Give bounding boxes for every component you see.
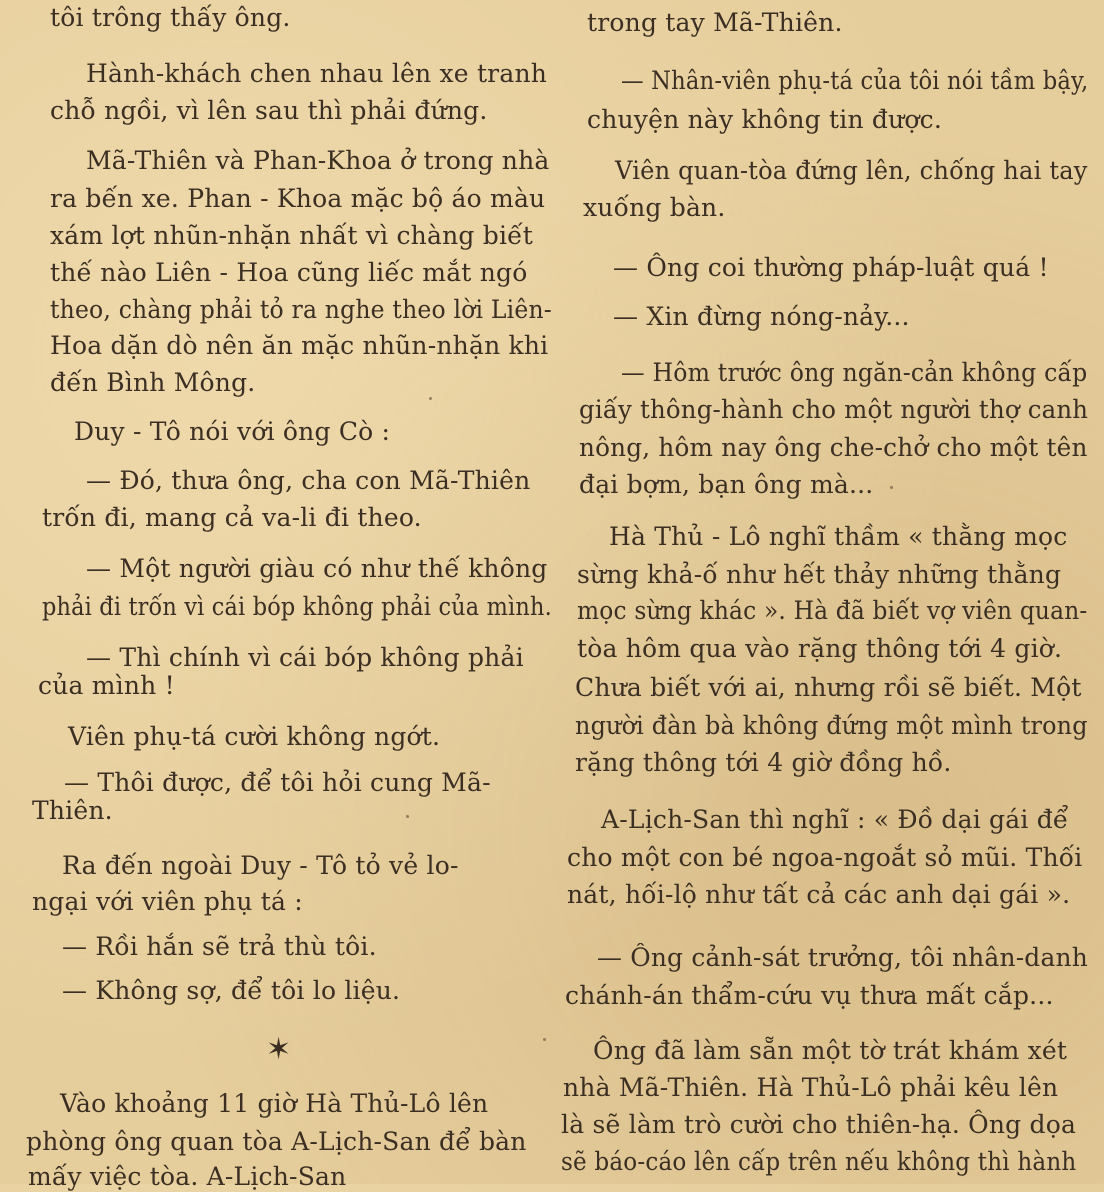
text-line: Mã-Thiên và Phan-Khoa ở trong nhà [86, 146, 550, 175]
section-separator-star: ✶ [266, 1032, 292, 1067]
text-line: Chưa biết với ai, nhưng rồi sẽ biết. Một [575, 673, 1082, 702]
text-line: xuống bàn. [583, 193, 726, 222]
text-line: xám lợt nhũn-nhặn nhất vì chàng biết [50, 221, 533, 250]
text-line: Vào khoảng 11 giờ Hà Thủ-Lô lên [60, 1089, 489, 1118]
text-line: đến Bình Mông. [50, 368, 256, 397]
text-line: sừng khả-ố như hết thảy những thằng [577, 560, 1062, 589]
text-line: — Thì chính vì cái bóp không phải [86, 643, 524, 672]
text-line: rặng thông tới 4 giờ đồng hồ. [575, 748, 952, 777]
text-line: trong tay Mã-Thiên. [587, 8, 843, 37]
text-line: — Không sợ, để tôi lo liệu. [62, 976, 401, 1005]
text-line: phòng ông quan tòa A-Lịch-San để bàn [26, 1127, 527, 1156]
text-line: nhà Mã-Thiên. Hà Thủ-Lô phải kêu lên [563, 1073, 1059, 1102]
text-line: mấy việc tòa. A-Lịch-San [28, 1162, 347, 1191]
text-line: Hà Thủ - Lô nghĩ thầm « thằng mọc [609, 522, 1068, 551]
text-line: của mình ! [38, 671, 175, 700]
text-line: người đàn bà không đứng một mình trong [575, 711, 1088, 740]
text-line: cho một con bé ngoa-ngoắt sỏ mũi. Thối [567, 843, 1083, 872]
text-line: theo, chàng phải tỏ ra nghe theo lời Liên- [50, 295, 552, 324]
text-line: Thiên. [32, 796, 113, 825]
text-line: nông, hôm nay ông che-chở cho một tên [579, 433, 1088, 462]
text-line: ngại với viên phụ tá : [32, 887, 303, 916]
paper-speck [429, 397, 432, 400]
text-line: ra bến xe. Phan - Khoa mặc bộ áo màu [50, 184, 546, 213]
text-line: Ông đã làm sẵn một tờ trát khám xét [593, 1036, 1068, 1065]
text-line: — Ông cảnh-sát trưởng, tôi nhân-danh [597, 943, 1088, 972]
text-line: là sẽ làm trò cười cho thiên-hạ. Ông dọa [561, 1110, 1077, 1139]
text-line: nát, hối-lộ như tất cả các anh dại gái ». [567, 880, 1071, 909]
text-line: — Một người giàu có như thế không [86, 554, 548, 583]
text-line: phải đi trốn vì cái bóp không phải của mình. [42, 592, 552, 621]
text-line: tòa hôm qua vào rặng thông tới 4 giờ. [577, 634, 1063, 663]
text-line: Hoa dặn dò nên ăn mặc nhũn-nhặn khi [50, 331, 549, 360]
text-line: — Xin đừng nóng-nảy... [613, 302, 910, 331]
text-line: Viên quan-tòa đứng lên, chống hai tay [615, 156, 1088, 185]
text-line: sẽ báo-cáo lên cấp trên nếu không thì hành [561, 1147, 1077, 1176]
text-line: chỗ ngồi, vì lên sau thì phải đứng. [50, 96, 488, 125]
text-line: chuyện này không tin được. [587, 105, 942, 134]
text-line: Ra đến ngoài Duy - Tô tỏ vẻ lo- [62, 851, 459, 880]
paper-speck [406, 815, 409, 818]
text-line: — Thôi được, để tôi hỏi cung Mã- [64, 768, 491, 797]
text-line: chánh-án thẩm-cứu vụ thưa mất cắp... [565, 981, 1054, 1010]
text-line: giấy thông-hành cho một người thợ canh [579, 395, 1089, 424]
text-line: thế nào Liên - Hoa cũng liếc mắt ngó [50, 258, 528, 287]
paper-speck [543, 1038, 546, 1041]
text-line: — Rồi hắn sẽ trả thù tôi. [62, 932, 377, 961]
text-line: — Hôm trước ông ngăn-cản không cấp [621, 358, 1088, 387]
text-line: trốn đi, mang cả va-li đi theo. [42, 503, 422, 532]
text-line: Viên phụ-tá cười không ngớt. [68, 722, 441, 751]
text-line: A-Lịch-San thì nghĩ : « Đồ dại gái để [601, 805, 1069, 834]
text-line: — Nhân-viên phụ-tá của tôi nói tầm bậy, [621, 66, 1089, 95]
paper-speck [890, 486, 893, 489]
text-line: Duy - Tô nói với ông Cò : [74, 417, 391, 446]
text-line: — Ông coi thường pháp-luật quá ! [613, 253, 1049, 282]
text-line: tôi trông thấy ông. [50, 3, 291, 32]
text-line: — Đó, thưa ông, cha con Mã-Thiên [86, 466, 531, 495]
text-line: mọc sừng khác ». Hà đã biết vợ viên quan- [577, 596, 1088, 625]
text-line: Hành-khách chen nhau lên xe tranh [86, 59, 548, 88]
text-line: đại bợm, bạn ông mà... [579, 470, 874, 499]
